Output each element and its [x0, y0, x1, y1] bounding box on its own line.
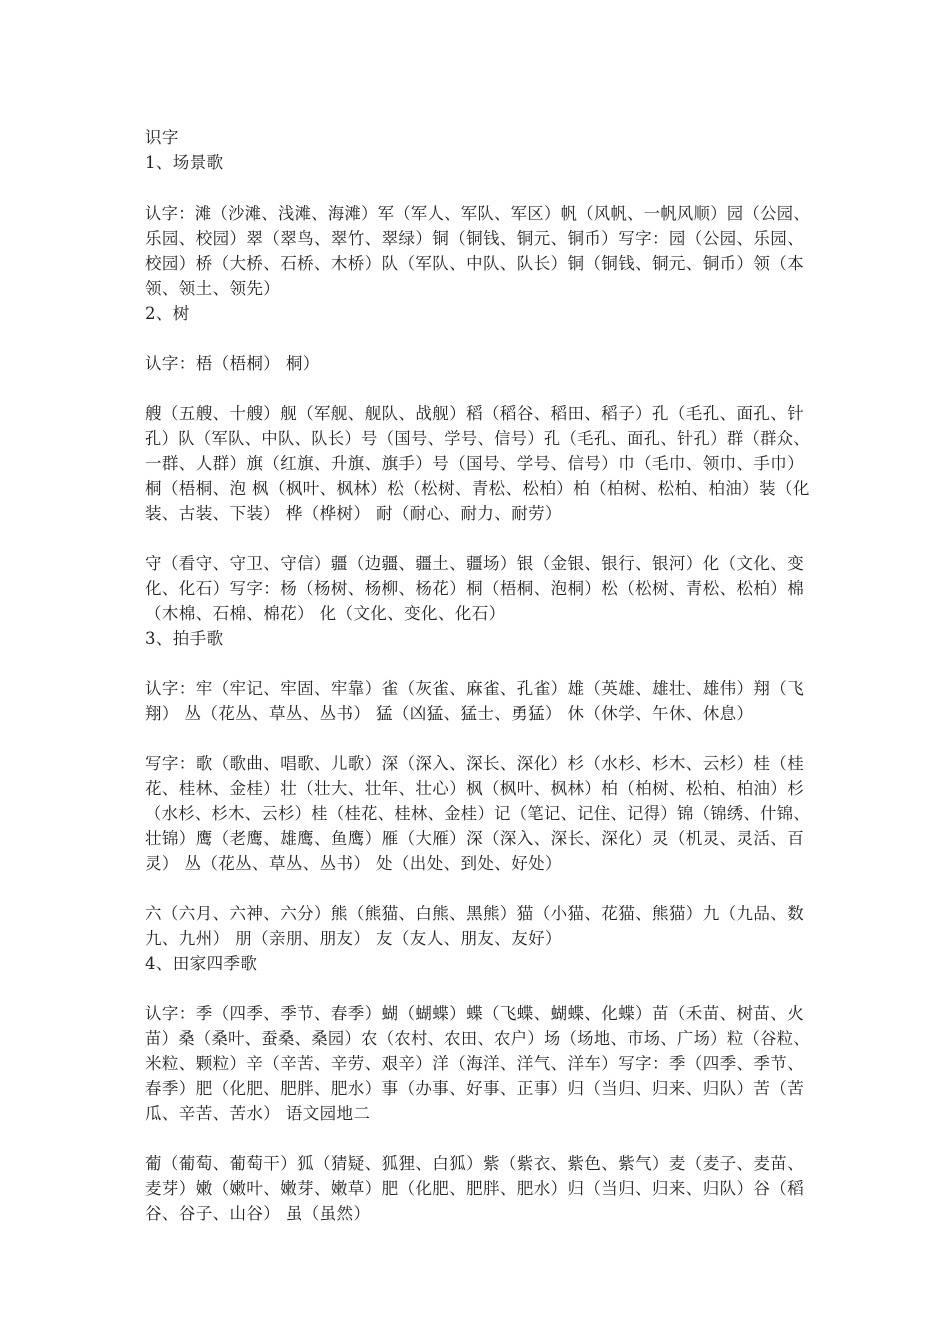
text-line: 认字：季（四季、季节、春季）蝴（蝴蝶）蝶（飞蝶、蝴蝶、化蝶）苗（禾苗、树苗、火 [145, 1004, 805, 1023]
text-line: 麦芽）嫩（嫩叶、嫩芽、嫩草）肥（化肥、肥胖、肥水）归（当归、归来、归队）谷（稻 [145, 1179, 805, 1198]
text-line: 领、领土、领先） [145, 279, 281, 298]
text-line: 春季）肥（化肥、肥胖、肥水）事（办事、好事、正事）归（当归、归来、归队）苦（苦 [145, 1079, 805, 1098]
lesson-heading-4: 4、田家四季歌 [145, 954, 258, 973]
text-line: 装、古装、下装） 桦（桦树） 耐（耐心、耐力、耐劳） [145, 504, 562, 523]
lesson-heading-2: 2、树 [145, 304, 190, 323]
text-line: （水杉、杉木、云杉）桂（桂花、桂林、金桂）记（笔记、记住、记得）锦（锦绣、什锦、 [145, 804, 810, 823]
text-line: 守（看守、守卫、守信）疆（边疆、疆土、疆场）银（金银、银行、银河）化（文化、变 [145, 554, 805, 573]
lesson-heading-3: 3、拍手歌 [145, 629, 224, 648]
text-line: 认字：牢（牢记、牢固、牢靠）雀（灰雀、麻雀、孔雀）雄（英雄、雄壮、雄伟）翔（飞 [145, 679, 805, 698]
text-line: 瓜、辛苦、苦水） 语文园地二 [145, 1104, 371, 1123]
text-line: 九、九州） 朋（亲朋、朋友） 友（友人、朋友、友好） [145, 929, 562, 948]
text-line: 翔） 丛（花丛、草丛、丛书） 猛（凶猛、猛士、勇猛） 休（休学、午休、休息） [145, 704, 754, 723]
text-line: 壮锦）鹰（老鹰、雄鹰、鱼鹰）雁（大雁）深（深入、深长、深化）灵（机灵、灵活、百 [145, 829, 805, 848]
text-line: 校园）桥（大桥、石桥、木桥）队（军队、中队、队长）铜（铜钱、铜元、铜币）领（本 [145, 254, 805, 273]
text-line: 写字：歌（歌曲、唱歌、儿歌）深（深入、深长、深化）杉（水杉、杉木、云杉）桂（桂 [145, 754, 805, 773]
text-line: 六（六月、六神、六分）熊（熊猫、白熊、黑熊）猫（小猫、花猫、熊猫）九（九品、数 [145, 904, 805, 923]
text-line: 花、桂林、金桂）壮（壮大、壮年、壮心）枫（枫叶、枫林）柏（柏树、松柏、柏油）杉 [145, 779, 805, 798]
text-line: 孔）队（军队、中队、队长）号（国号、学号、信号）孔（毛孔、面孔、针孔）群（群众、 [145, 429, 810, 448]
text-line: 桐（梧桐、泡 枫（枫叶、枫林）松（松树、青松、松柏）柏（柏树、松柏、柏油）装（化 [145, 479, 810, 498]
text-line: 认字：滩（沙滩、浅滩、海滩）军（军人、军队、军区）帆（风帆、一帆风顺）园（公园、 [145, 204, 810, 223]
text-line: 米粒、颗粒）辛（辛苦、辛劳、艰辛）洋（海洋、洋气、洋车）写字：季（四季、季节、 [145, 1054, 805, 1073]
text-line: 灵） 丛（花丛、草丛、丛书） 处（出处、到处、好处） [145, 854, 562, 873]
text-line: 一群、人群）旗（红旗、升旗、旗手）号（国号、学号、信号）巾（毛巾、领巾、手巾） [145, 454, 805, 473]
text-line: 艘（五艘、十艘）舰（军舰、舰队、战舰）稻（稻谷、稻田、稻子）孔（毛孔、面孔、针 [145, 404, 805, 423]
text-line: 葡（葡萄、葡萄干）狐（猜疑、狐狸、白狐）紫（紫衣、紫色、紫气）麦（麦子、麦苗、 [145, 1154, 805, 1173]
text-line: 谷、谷子、山谷） 虽（虽然） [145, 1204, 371, 1223]
text-line: 乐园、校园）翠（翠鸟、翠竹、翠绿）铜（铜钱、铜元、铜币）写字：园（公园、乐园、 [145, 229, 805, 248]
text-line: （木棉、石棉、棉花） 化（文化、变化、化石） [145, 604, 506, 623]
text-line: 化、化石）写字：杨（杨树、杨柳、杨花）桐（梧桐、泡桐）松（松树、青松、松柏）棉 [145, 579, 805, 598]
lesson-heading-1: 1、场景歌 [145, 153, 224, 172]
text-line: 苗）桑（桑叶、蚕桑、桑园）农（农村、农田、农户）场（场地、市场、广场）粒（谷粒、 [145, 1029, 810, 1048]
text-line: 认字：梧（梧桐） 桐） [145, 354, 320, 373]
section-title: 识字 [145, 128, 179, 147]
